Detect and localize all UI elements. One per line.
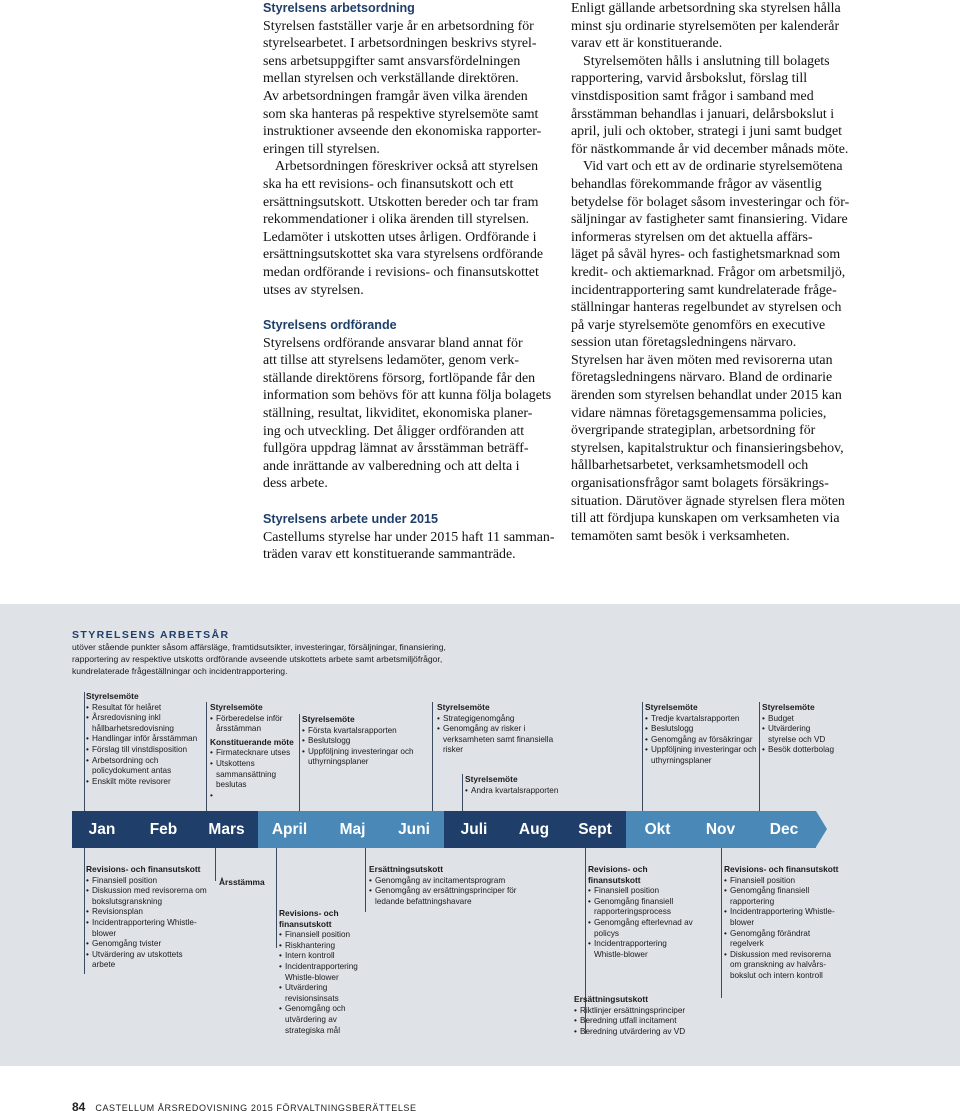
- paragraph-ordinarie-moten: Vid vart och ett av de ordinarie styrelsemötena behandlas förekommande frågor av väsentlig betydelse för bolaget såsom investeringar och för- säljningar av fastigheter samt finansiering. Vidare informeras styrelsen om det aktuella affärs- läget på såväl hyres- och fastighetsmarknad som kredit- och aktiemarknad. Frågor om arbetsmiljö, incidentrapportering samt kundrelaterade fråge- ställningar hanteras regelbundet av styrelsen och på varje styrelsemöte genomförs en executive session utan företagsledningens närvaro.: [571, 159, 850, 351]
- meeting-block-feb: Styrelsemöte • Förberedelse inför årsstämman Konstituerande möte • Firmatecknare utses • Utskottens sammansättning beslutas: [210, 702, 302, 791]
- meeting-block-juni: Styrelsemöte • Strategigenomgång • Genomgång av risker i verksamheten samt finansiella risker: [437, 702, 557, 756]
- heading-arbete-2015: Styrelsens arbete under 2015: [263, 512, 439, 527]
- arsstamma-block: Årsstämma: [219, 877, 265, 887]
- month-dec: Dec: [752, 811, 816, 848]
- meeting-block-april: Styrelsemöte • Första kvartalsrapporten • Beslutslogg • Uppföljning investeringar och uthyrningsplaner: [302, 714, 420, 768]
- left-text-column: [263, 0, 559, 564]
- heading-arbetsordning: Styrelsens arbetsordning: [263, 1, 415, 15]
- month-april: April: [258, 811, 321, 848]
- month-feb: Feb: [132, 811, 195, 848]
- month-timeline: [72, 811, 827, 848]
- connector-line: [84, 692, 85, 811]
- connector-line: [84, 848, 85, 974]
- panel-intro: utöver stående punkter såsom affärsläge, framtidsutsikter, investeringar, försäljningar, finansiering, rapportering av respektive utskotts ordförande avseende utskottets arbete samt arbetsmiljöfrågor, kundrelaterade frågeställningar och incidentrapportering.: [72, 642, 446, 677]
- konstituerande-heading: Konstituerande möte: [210, 736, 294, 747]
- page-number: 84: [72, 1100, 86, 1111]
- month-sept: Sept: [564, 811, 626, 848]
- month-jan: Jan: [72, 811, 132, 848]
- month-aug: Aug: [504, 811, 564, 848]
- paragraph-arbetsordning: Styrelsen fastställer varje år en arbetsordning för styrelsearbetet. I arbetsordningen beskrivs styrel- sens arbetsuppgifter samt ansvarsfördelningen mellan styrelsen och verkställande direktören. Av arbetsordningen framgår även vilka ärenden som ska hanteras på respektive styrelsemöte samt instruktioner avseende den ekonomiska rapporter- eringen till styrelsen.: [263, 18, 542, 157]
- paragraph-motesantal: Enligt gällande arbetsordning ska styrelsen hålla minst sju ordinarie styrelsemöten per kalenderår varav ett är konstituerande.: [571, 1, 841, 52]
- connector-line: [299, 714, 300, 811]
- month-juli: Juli: [444, 811, 504, 848]
- connector-line: [276, 848, 277, 948]
- ersattning-block-okt: Ersättningsutskott • Riktlinjer ersättningsprinciper • Beredning utfall incitament • Beredning utvärdering av VD: [574, 994, 704, 1037]
- meeting-block-jan: Styrelsemöte • Resultat för helåret • Årsredovisning inkl hållbarhetsredovisning • Handlingar inför årsstämman • Förslag till vinstdisposition • Arbetsordning och policydokument antas • Enskilt möte revisorer: [86, 691, 204, 787]
- committee-block-dec: Revisions- och finansutskott • Finansiell position • Genomgång finansiell rapportering • Incidentrapportering Whistle-blower • Genomgång förändrat regelverk • Diskussion med revisorerna om granskning av halvårs-bokslut och intern kontroll: [724, 864, 842, 982]
- connector-line: [642, 702, 643, 811]
- paragraph-rapportering: Styrelsemöten hålls i anslutning till bolagets rapportering, varvid årsbokslut, förslag till vinstdisposition samt frågor i samband med årsstämman behandlas i januari, delårsbokslut i april, juli och oktober, strategi i juni samt budget för nästkommande år vid december månads möte.: [571, 53, 849, 157]
- meeting-block-juli: Styrelsemöte • Andra kvartalsrapporten: [465, 774, 585, 796]
- meeting-block-dec: Styrelsemöte • Budget • Utvärdering styrelse och VD • Besök dotterbolag: [762, 702, 834, 756]
- month-okt: Okt: [626, 811, 689, 848]
- connector-line: [215, 848, 216, 881]
- ersattning-block-maj: Ersättningsutskott • Genomgång av incitamentsprogram • Genomgång av ersättningsprinciper för ledande befattningshavare: [369, 864, 529, 907]
- paragraph-arbete-2015: Castellums styrelse har under 2015 haft 11 samman- träden varav ett konstituerande sammanträde.: [263, 529, 555, 563]
- panel-title: STYRELSENS ARBETSÅR: [72, 629, 230, 641]
- paragraph-revisorer: Styrelsen har även möten med revisorerna utan företagsledningens närvaro. Bland de ordinarie ärenden som styrelsen behandlat under 2015 kan vidare nämnas företagsgemensamma policies, övergripande strategiplan, arbetsordning för styrelsen, kapitalstruktur och finansieringsbehov, hållbarhetsarbetet, verksamhetsmodell och organisationsfrågor samt bolagets försäkrings- situation. Därutöver ägnade styrelsen flera möten till att fördjupa kunskapen om verksamheten via temamöten samt besök i verksamheten.: [571, 352, 845, 544]
- right-text-column: [571, 0, 863, 545]
- styrelsens-arbetsar-panel: [0, 604, 960, 1066]
- paragraph-utskott: Arbetsordningen föreskriver också att styrelsen ska ha ett revisions- och finansutskott och ett ersättningsutskott. Utskotten bereder och tar fram rekommendationer i olika ärenden till styrelsen. Ledamöter i utskotten utses årligen. Ordförande i ersättningsutskottet ska vara styrelsens ordförande medan ordförande i revisions- och finansutskottet utses av styrelsen.: [263, 159, 544, 298]
- paragraph-ordforande: Styrelsens ordförande ansvarar bland annat för att tillse att styrelsens ledamöter, genom verk- ställande direktörens försorg, fortlöpande får den information som behövs för att kunna följa bolagets ställning, resultat, likviditet, ekonomiska planer- ing och utveckling. Det åligger ordföranden att fullgöra uppdrag lämnat av årsstämman beträff- ande inrättande av valberedning och att delta i dess arbete.: [263, 335, 552, 492]
- connector-line: [721, 848, 722, 998]
- page-footer: [72, 1100, 417, 1111]
- committee-block-april: Revisions- och finansutskott • Finansiell position • Riskhantering • Intern kontroll • Incidentrapportering Whistle-blower • Utvärdering revisionsinsats • Genomgång och utvärdering av strategiska mål: [279, 908, 363, 1036]
- footer-text: CASTELLUM ÅRSREDOVISNING 2015 FÖRVALTNINGSBERÄTTELSE: [95, 1103, 417, 1111]
- month-juni: Juni: [384, 811, 444, 848]
- timeline-arrow: [816, 811, 827, 847]
- connector-line: [462, 774, 463, 811]
- month-maj: Maj: [321, 811, 384, 848]
- month-mars: Mars: [195, 811, 258, 848]
- connector-line: [365, 848, 366, 912]
- committee-block-jan: Revisions- och finansutskott • Finansiell position • Diskussion med revisorerna om bokslutsgranskning • Revisionsplan • Incidentrapportering Whistle-blower • Genomgång tvister • Utvärdering av utskottets arbete: [86, 864, 208, 971]
- connector-line: [206, 702, 207, 811]
- meeting-items: • Resultat för helåret • Årsredovisning inkl hållbarhetsredovisning • Handlingar inför årsstämman • Förslag till vinstdisposition • Arbetsordning och policydokument antas • Enskilt möte revisorer: [86, 703, 204, 788]
- month-nov: Nov: [689, 811, 752, 848]
- connector-line: [759, 702, 760, 811]
- meeting-block-okt: Styrelsemöte • Tredje kvartalsrapporten • Beslutslogg • Genomgång av försäkringar • Uppföljning investeringar och uthyrningsplaner: [645, 702, 757, 767]
- connector-line: [432, 702, 433, 811]
- committee-block-okt: Revisions- och finansutskott • Finansiell position • Genomgång finansiell rapporteringsprocess • Genomgång efterlevnad av policys • Incidentrapportering Whistle-blower: [588, 864, 698, 960]
- heading-ordforande: Styrelsens ordförande: [263, 318, 397, 333]
